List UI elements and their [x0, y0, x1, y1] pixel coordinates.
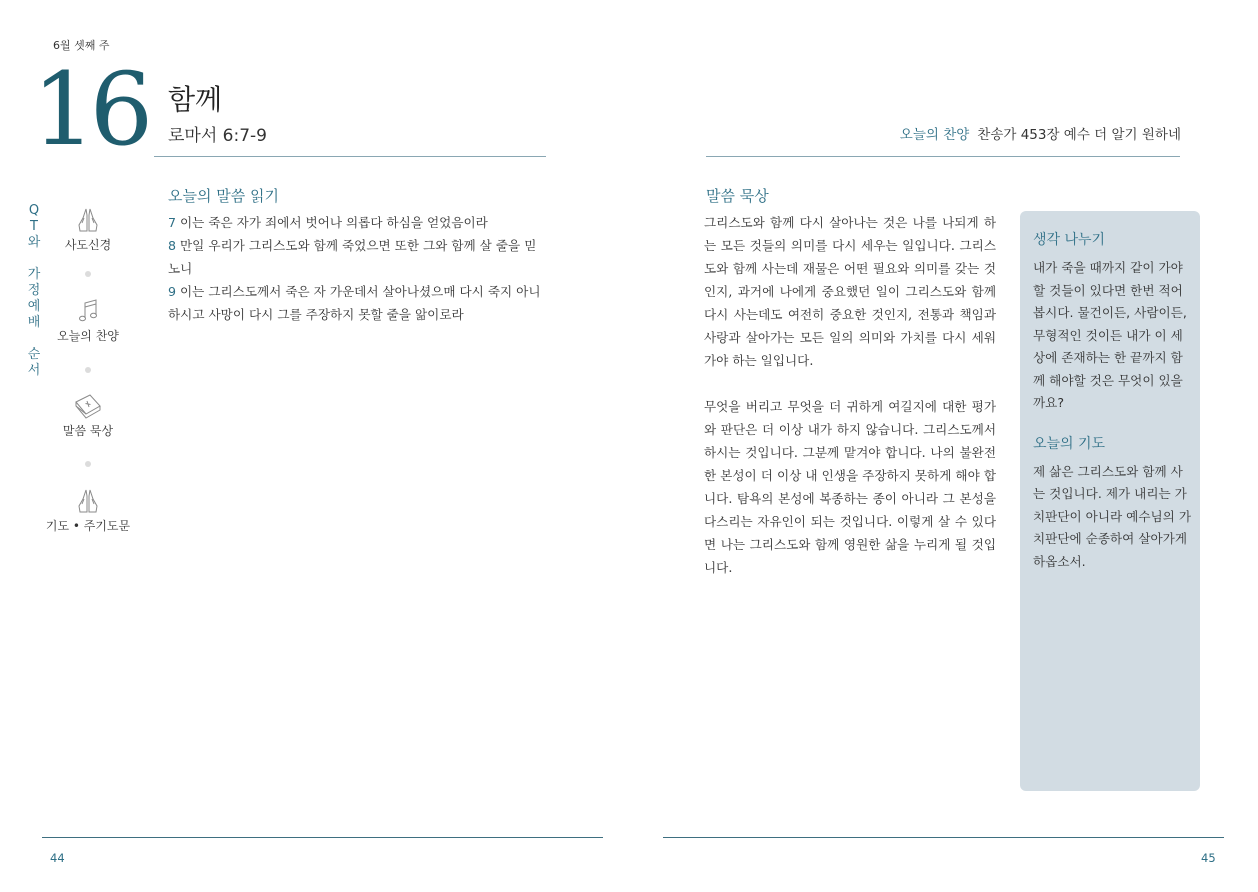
- step-label: 기도 • 주기도문: [45, 519, 131, 533]
- step-separator: [85, 367, 91, 373]
- music-note-icon: [74, 297, 102, 325]
- step-label: 오늘의 찬양: [57, 329, 119, 343]
- verse-number: 7: [168, 215, 177, 230]
- header-divider-right: [706, 156, 1180, 157]
- footer-line-left: [42, 837, 603, 838]
- verse: [168, 280, 548, 326]
- step-hymn: [45, 297, 131, 344]
- vertical-gap: [24, 251, 44, 267]
- footer-line-right: [663, 837, 1224, 838]
- vertical-char: 배: [27, 315, 41, 330]
- vertical-char: 서: [27, 363, 41, 378]
- vertical-char: 와: [27, 235, 41, 250]
- bible-icon: [73, 392, 103, 420]
- verse-number: 8: [168, 238, 177, 253]
- verse-number: 9: [168, 284, 177, 299]
- prayer-text: 제 삶은 그리스도와 함께 사는 것입니다. 제가 내리는 가치판단이 아니라 예수님의 가치판단에 순종하여 살아가게 하옵소서.: [1033, 463, 1191, 569]
- vertical-char: 가: [27, 267, 41, 282]
- vertical-char: 예: [27, 299, 41, 314]
- reading-heading: 오늘의 말씀 읽기: [168, 187, 279, 205]
- step-separator: [85, 271, 91, 277]
- meditation-paragraph: 그리스도와 함께 다시 살아나는 것은 나를 나되게 하는 모든 것들의 의미를 다시 세우는 일입니다. 그리스도와 함께 사는데 재물은 어떤 필요와 의미를 갖는 것인지, 과거에 나에게 중요했던 일이 그리스도와 함께 다시 사는데도 여전히 중요한 것인지, 전통과 책임과 사랑과 살아가는 모든 일의 의미와 가치를 다시 세워가야 하는 일입니다.: [704, 215, 996, 368]
- meditation-paragraph: 무엇을 버리고 무엇을 더 귀하게 여길지에 대한 평가와 판단은 더 이상 내가 하지 않습니다. 그리스도께서 하시는 것입니다. 그분께 맡겨야 합니다. 나의 불완전한 본성이 더 이상 내 인생을 주장하지 못하게 해야 합니다. 탐욕의 본성에 복종하는 종이 아니라 그 본성을 다스리는 자유인이 되는 것입니다. 이렇게 살 수 있다면 나는 그리스도와 함께 영원한 삶을 누리게 될 것입니다.: [704, 399, 996, 575]
- sharing-text: 내가 죽을 때까지 같이 가야 할 것들이 있다면 한번 적어 봅시다. 물건이든, 사람이든, 무형적인 것이든 내가 이 세상에 존재하는 한 끝까지 함께 해야할 것은 무엇이 있을까요?: [1033, 260, 1187, 410]
- step-creed: [45, 206, 131, 253]
- verses-block: [168, 211, 548, 326]
- hymn-text: 찬송가 453장 예수 더 알기 원하네: [977, 127, 1181, 143]
- hymn-label: 오늘의 찬양: [899, 127, 970, 143]
- page-title: 함께: [168, 83, 223, 116]
- step-separator: [85, 461, 91, 467]
- scripture-reference: 로마서 6:7-9: [168, 126, 267, 146]
- week-label: 6월 셋째 주: [53, 39, 110, 52]
- day-number: 16: [32, 51, 148, 168]
- vertical-gap: [24, 331, 44, 347]
- step-label: 말씀 묵상: [62, 424, 114, 438]
- page-number-right: 45: [1201, 851, 1216, 865]
- vertical-char: Q: [28, 203, 40, 218]
- meditation-body: [704, 211, 996, 602]
- praying-hands-icon: [74, 206, 102, 234]
- step-prayer: [45, 487, 131, 534]
- praying-hands-icon: [74, 487, 102, 515]
- verse: [168, 211, 548, 234]
- verse-text: 만일 우리가 그리스도와 함께 죽었으면 또한 그와 함께 살 줄을 믿노니: [168, 238, 537, 276]
- header-divider-left: [154, 156, 546, 157]
- vertical-char: T: [30, 219, 38, 234]
- vertical-char: 정: [27, 283, 41, 298]
- sharing-heading: 생각 나누기: [1033, 232, 1106, 248]
- step-label: 사도신경: [64, 238, 112, 252]
- meditation-heading: 말씀 묵상: [706, 187, 769, 205]
- page-number-left: 44: [50, 851, 65, 865]
- verse: [168, 234, 548, 280]
- prayer-heading: 오늘의 기도: [1033, 435, 1106, 452]
- vertical-char: 순: [27, 347, 41, 362]
- vertical-title: [24, 203, 44, 379]
- verse-text: 이는 그리스도께서 죽은 자 가운데서 살아나셨으매 다시 죽지 아니하시고 사망이 다시 그를 주장하지 못할 줄을 앎이로라: [168, 284, 541, 322]
- step-meditation: [45, 392, 131, 439]
- verse-text: 이는 죽은 자가 죄에서 벗어나 의롭다 하심을 얻었음이라: [176, 215, 488, 230]
- sharing-box: [1020, 211, 1200, 791]
- hymn-line: [900, 123, 1181, 143]
